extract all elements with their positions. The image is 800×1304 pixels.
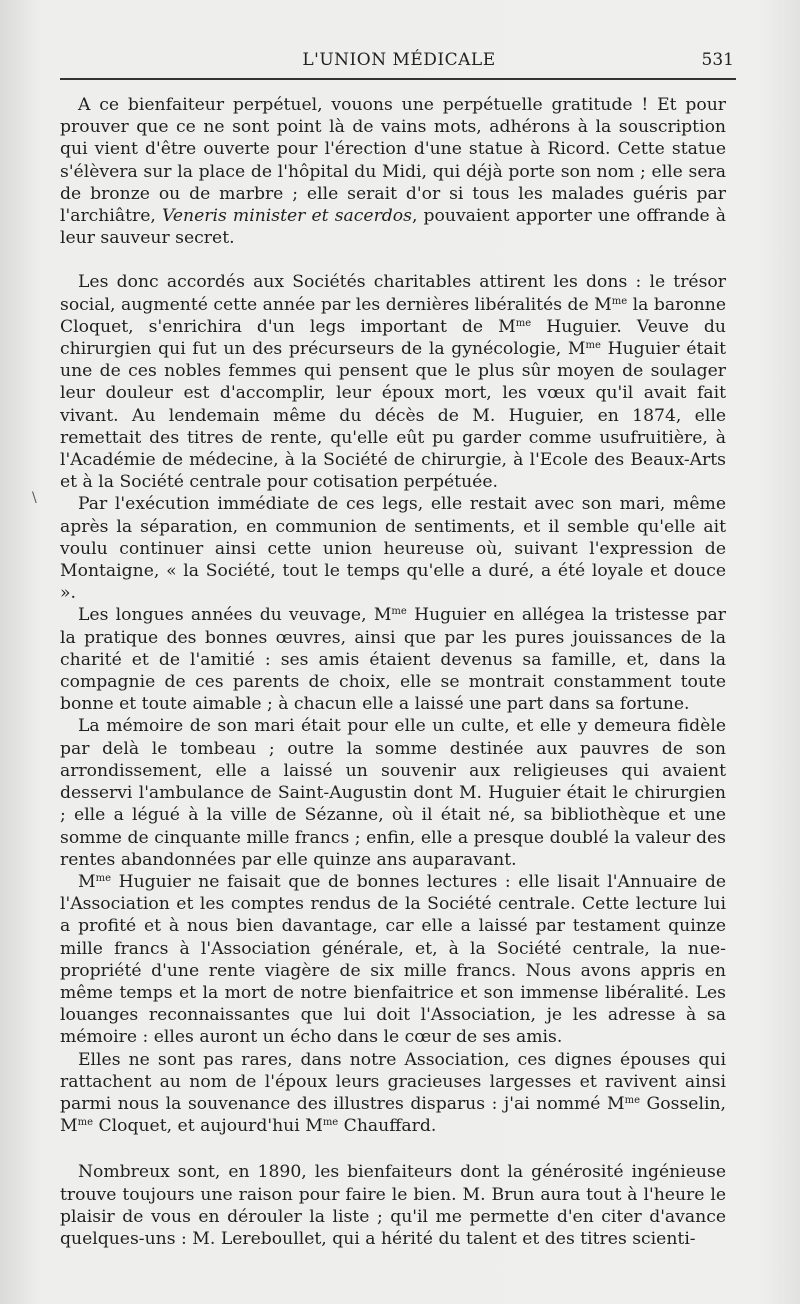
paragraph	[60, 604, 726, 715]
body-text	[60, 94, 726, 1250]
paragraph	[60, 271, 726, 493]
text-segment: Huguier était une de ces nobles femmes qui pensent que le plus sûr moyen de soulager leur douleur est d'accomplir, leur époux mort, les vœux qu'il avait fait vivant. Au lendemain même du décès de M. Huguier, en 1874, elle remettait des titres de rente, qu'elle eût pu garder comme usufruitière, à l'Académie de médecine, à la Société de chirurgie, à l'Ecole des Beaux-Arts et à la Société centrale pour cotisation perpétuée.	[60, 339, 727, 493]
superscript: me	[322, 1117, 339, 1129]
text-segment: la baronne Cloquet, s'enrichira d'un legs important de M	[60, 294, 726, 337]
superscript: me	[95, 872, 112, 884]
paragraph	[60, 1049, 726, 1138]
superscript: me	[611, 295, 628, 307]
text-segment: Par l'exécution immédiate de ces legs, elle restait avec son mari, même après la séparation, en communion de sentiments, et il semble qu'elle ait voulu continuer ainsi cette union heureuse où, suivant l'expression de Montaigne, « la Société, tout le temps qu'elle a duré, a été loyale et douce ».	[60, 494, 726, 604]
text-segment: Les longues années du veuvage, M	[78, 605, 392, 626]
text-segment: Nombreux sont, en 1890, les bienfaiteurs dont la générosité ingénieuse trouve toujours une raison pour faire le bien. M. Brun aura tout à l'heure le plaisir de vous en dérouler la liste ; qu'il me permette d'en citer d'avance quelques-uns : M. Lereboullet, qui a hérité du talent et des titres scienti-	[60, 1162, 726, 1249]
text-segment: Chauffard.	[338, 1116, 437, 1137]
italic-text: Veneris minister et sacerdos	[162, 206, 412, 227]
paragraph	[60, 493, 726, 604]
page-header	[60, 50, 738, 74]
paragraph	[60, 715, 726, 870]
running-title: L'UNION MÉDICALE	[302, 50, 496, 70]
text-segment: M	[78, 871, 96, 892]
paragraph	[60, 871, 726, 1049]
text-segment: Huguier en allégea la tristesse par la pratique des bonnes œuvres, ainsi que par les pures jouissances de la charité et de l'amitié : ses amis étaient devenus sa famille, et, dans la compagnie de ces parents de choix, elle se montrait constamment toute bonne et toute aimable ; à chacun elle a laissé une part dans sa fortune.	[60, 605, 726, 715]
text-segment: Elles ne sont pas rares, dans notre Association, ces dignes épouses qui rattachent au nom de l'époux leurs gracieuses largesses et ravivent ainsi parmi nous la souvenance des illustres disparus : j'ai nommé M	[60, 1049, 726, 1114]
margin-mark: \	[32, 490, 37, 506]
superscript: me	[624, 1094, 641, 1106]
text-segment: La mémoire de son mari était pour elle un culte, et elle y demeura fidèle par delà le tombeau ; outre la somme destinée aux pauvres de son arrondissement, elle a laissé un souvenir aux religieuses qui avaient desservi l'ambulance de Saint-Augustin dont M. Huguier était le chirurgien ; elle a légué à la ville de Sézanne, où il était né, sa bibliothèque et une somme de cinquante mille francs ; enfin, elle a presque doublé la valeur des rentes abandonnées par elle quinze ans auparavant.	[60, 716, 726, 870]
superscript: me	[515, 317, 532, 329]
superscript: me	[585, 340, 601, 352]
paragraph	[60, 1161, 726, 1250]
text-segment: Cloquet, et aujourd'hui M	[93, 1116, 323, 1137]
text-segment: , pouvaient apporter une offrande à leur sauveur secret.	[60, 206, 726, 249]
text-segment: Gosselin, M	[60, 1093, 726, 1137]
text-segment: Huguier ne faisait que de bonnes lectures : elle lisait l'Annuaire de l'Association et les comptes rendus de la Société centrale. Cette lecture lui a profité et à nous bien davantage, car elle a laissé par testament quinze mille francs à l'Association générale, et, à la Société centrale, la nue-propriété d'une rente viagère de six mille francs. Nous avons appris en même temps et la mort de notre bienfaitrice et son immense libéralité. Les louanges reconnaissantes que lui doit l'Association, je les adresse à sa mémoire : elles auront un écho dans le cœur de ses amis.	[60, 871, 726, 1048]
superscript: me	[391, 606, 407, 618]
text-segment: Huguier. Veuve du chirurgien qui fut un des précurseurs de la gynécologie, M	[60, 316, 726, 360]
header-rule	[60, 78, 736, 80]
superscript: me	[77, 1117, 94, 1129]
page-number: 531	[701, 50, 734, 70]
text-segment: Les donc accordés aux Sociétés charitables attirent les dons : le trésor social, augmenté cette année par les dernières libéralités de M	[60, 272, 726, 315]
text-segment: A ce bienfaiteur perpétuel, vouons une perpétuelle gratitude ! Et pour prouver que ce ne sont point là de vains mots, adhérons à la souscription qui vient d'être ouverte pour l'érection d'une statue à Ricord. Cette statue s'élèvera sur la place de l'hôpital du Midi, qui déjà porte son nom ; elle sera de bronze ou de marbre ; elle serait d'or si tous les malades guéris par l'archiâtre,	[60, 95, 726, 227]
paragraph	[60, 94, 726, 249]
